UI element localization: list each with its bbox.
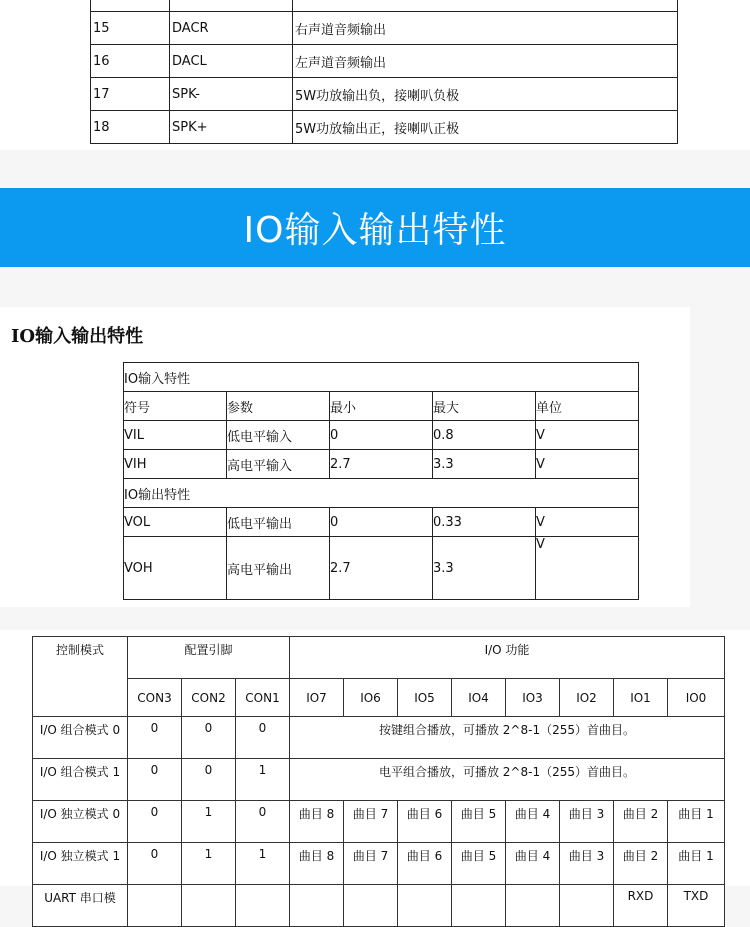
- table-row: [124, 479, 639, 508]
- io-function: 曲目 7: [344, 843, 398, 885]
- io-function: [452, 885, 506, 927]
- banner-title: IO输入输出特性: [243, 210, 507, 251]
- header-unit: 单位: [536, 392, 639, 421]
- con-value: [236, 885, 290, 927]
- con-value: [128, 885, 182, 927]
- pin-table: [90, 0, 678, 144]
- pin-number: 16: [91, 45, 170, 78]
- mode-description: 按键组合播放，可播放 2^8-1（255）首曲目。: [290, 717, 725, 759]
- table-header-row: [33, 679, 725, 717]
- io-function: 曲目 6: [398, 801, 452, 843]
- header-config-pins: 配置引脚: [128, 637, 290, 679]
- cell-symbol: VIH: [124, 450, 227, 479]
- pin-description: 5W功放输出正，接喇叭正极: [293, 111, 678, 144]
- header-parameter: 参数: [227, 392, 330, 421]
- pin-number: 15: [91, 12, 170, 45]
- con-value: 0: [182, 717, 236, 759]
- cell-symbol: VOL: [124, 508, 227, 537]
- io-function: [290, 885, 344, 927]
- header-symbol: 符号: [124, 392, 227, 421]
- header-io0: IO0: [668, 679, 725, 717]
- header-io7: IO7: [290, 679, 344, 717]
- io-function: 曲目 3: [560, 843, 614, 885]
- cell-parameter: 高电平输入: [227, 450, 330, 479]
- io-function: 曲目 2: [614, 801, 668, 843]
- pin-name: SPK+: [170, 111, 293, 144]
- header-io6: IO6: [344, 679, 398, 717]
- cell-unit: V: [536, 508, 639, 537]
- cell-max: 3.3: [433, 450, 536, 479]
- cell-parameter: 高电平输出: [227, 537, 330, 600]
- pin-number: 17: [91, 78, 170, 111]
- con-value: 0: [128, 717, 182, 759]
- con-value: 0: [128, 843, 182, 885]
- cell-symbol: VOH: [124, 537, 227, 600]
- io-function: 曲目 5: [452, 801, 506, 843]
- io-function: 曲目 7: [344, 801, 398, 843]
- table-header-row: [33, 637, 725, 679]
- con-value: 1: [182, 801, 236, 843]
- io-characteristics-table: [123, 362, 639, 600]
- io-function: 曲目 4: [506, 801, 560, 843]
- io-function: 曲目 1: [668, 801, 725, 843]
- io-function: 曲目 1: [668, 843, 725, 885]
- table-row: [33, 759, 725, 801]
- cell-parameter: 低电平输入: [227, 421, 330, 450]
- header-io2: IO2: [560, 679, 614, 717]
- cell-unit: V: [536, 421, 639, 450]
- io-function: 曲目 4: [506, 843, 560, 885]
- io-function: [398, 885, 452, 927]
- io-function: 曲目 8: [290, 843, 344, 885]
- table-row: [33, 885, 725, 927]
- cell-min: 2.7: [330, 537, 433, 600]
- con-value: 1: [236, 843, 290, 885]
- table-row: [33, 801, 725, 843]
- header-io3: IO3: [506, 679, 560, 717]
- io-function: 曲目 8: [290, 801, 344, 843]
- con-value: 0: [128, 801, 182, 843]
- table-row: [124, 508, 639, 537]
- table-row: [91, 111, 678, 144]
- table-row: [91, 0, 678, 12]
- cell-min: 0: [330, 421, 433, 450]
- cell-unit: V: [536, 450, 639, 479]
- section-banner: [0, 188, 750, 267]
- io-function: [344, 885, 398, 927]
- output-section-title: IO输出特性: [124, 479, 639, 508]
- io-function: 曲目 6: [398, 843, 452, 885]
- cell-min: 0: [330, 508, 433, 537]
- cell-max: 0.8: [433, 421, 536, 450]
- cell-min: 2.7: [330, 450, 433, 479]
- header-io4: IO4: [452, 679, 506, 717]
- input-section-title: IO输入特性: [124, 363, 639, 392]
- table-row: [124, 421, 639, 450]
- io-function: RXD: [614, 885, 668, 927]
- header-con3: CON3: [128, 679, 182, 717]
- pin-description: 左声道音频输出: [293, 45, 678, 78]
- mode-description: 电平组合播放，可播放 2^8-1（255）首曲目。: [290, 759, 725, 801]
- pin-description: 右声道音频输出: [293, 12, 678, 45]
- io-function: [506, 885, 560, 927]
- con-value: [182, 885, 236, 927]
- header-io-function: I/O 功能: [290, 637, 725, 679]
- cell-max: 0.33: [433, 508, 536, 537]
- table-row: [124, 537, 639, 600]
- con-value: 1: [182, 843, 236, 885]
- table-row: [91, 45, 678, 78]
- mode-label: I/O 组合模式 0: [33, 717, 128, 759]
- pin-number: 18: [91, 111, 170, 144]
- table-row: [124, 363, 639, 392]
- pin-name: DACL: [170, 45, 293, 78]
- header-con1: CON1: [236, 679, 290, 717]
- con-value: 1: [236, 759, 290, 801]
- io-function: 曲目 2: [614, 843, 668, 885]
- header-io5: IO5: [398, 679, 452, 717]
- table-row: [91, 78, 678, 111]
- table-row: [124, 450, 639, 479]
- con-value: 0: [236, 717, 290, 759]
- mode-label: I/O 独立模式 0: [33, 801, 128, 843]
- table-header-row: [124, 392, 639, 421]
- pin-panel: [0, 0, 750, 150]
- cell-parameter: 低电平输出: [227, 508, 330, 537]
- io-function: 曲目 3: [560, 801, 614, 843]
- header-io1: IO1: [614, 679, 668, 717]
- io-function: [560, 885, 614, 927]
- mode-label: I/O 独立模式 1: [33, 843, 128, 885]
- mode-label: I/O 组合模式 1: [33, 759, 128, 801]
- section-heading: IO输入输出特性: [11, 326, 144, 347]
- cell-max: 3.3: [433, 537, 536, 600]
- pin-name: DACR: [170, 12, 293, 45]
- header-min: 最小: [330, 392, 433, 421]
- pin-description: 5W功放输出负，接喇叭负极: [293, 78, 678, 111]
- con-value: 0: [182, 759, 236, 801]
- table-row: [33, 843, 725, 885]
- con-value: 0: [236, 801, 290, 843]
- io-function: 曲目 5: [452, 843, 506, 885]
- partial-cell: [293, 0, 678, 12]
- table-row: [91, 12, 678, 45]
- header-con2: CON2: [182, 679, 236, 717]
- cell-unit: V: [536, 537, 639, 600]
- mode-label: UART 串口模: [33, 885, 128, 927]
- header-control-mode: 控制模式: [33, 637, 128, 717]
- control-mode-table: [32, 636, 725, 927]
- cell-symbol: VIL: [124, 421, 227, 450]
- con-value: 0: [128, 759, 182, 801]
- pin-name: SPK-: [170, 78, 293, 111]
- header-max: 最大: [433, 392, 536, 421]
- table-row: [33, 717, 725, 759]
- io-function: TXD: [668, 885, 725, 927]
